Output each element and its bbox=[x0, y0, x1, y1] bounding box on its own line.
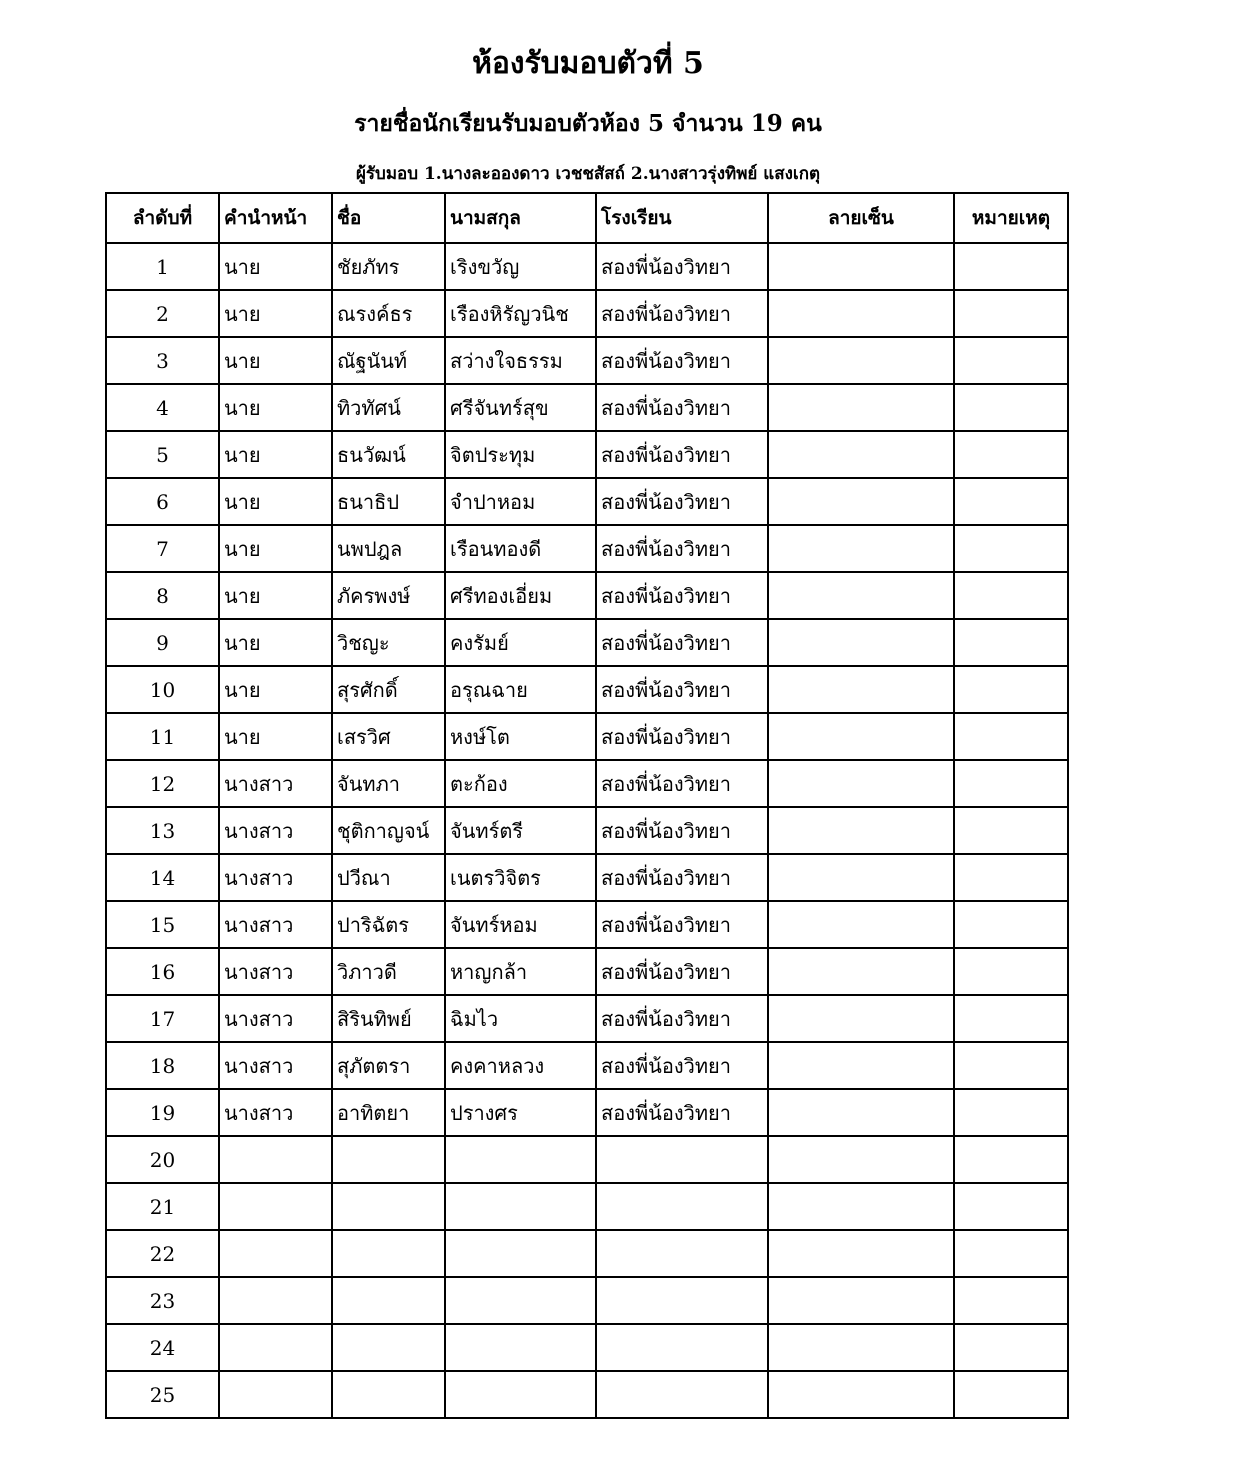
cell-order: 17 bbox=[106, 995, 219, 1042]
cell-first-name: ชุติกาญจน์ bbox=[332, 807, 445, 854]
table-row bbox=[106, 337, 1068, 384]
cell-note bbox=[954, 337, 1068, 384]
cell-school: สองพี่น้องวิทยา bbox=[596, 572, 768, 619]
cell-last-name bbox=[445, 1136, 596, 1183]
cell-school: สองพี่น้องวิทยา bbox=[596, 995, 768, 1042]
table-row bbox=[106, 1042, 1068, 1089]
cell-signature bbox=[768, 1136, 954, 1183]
cell-signature bbox=[768, 995, 954, 1042]
cell-note bbox=[954, 1371, 1068, 1418]
cell-signature bbox=[768, 1183, 954, 1230]
cell-last-name: เรืองหิรัญวนิช bbox=[445, 290, 596, 337]
page-subtitle: รายชื่อนักเรียนรับมอบตัวห้อง 5 จำนวน 19 คน bbox=[354, 110, 822, 137]
cell-school bbox=[596, 1324, 768, 1371]
table-row bbox=[106, 901, 1068, 948]
cell-note bbox=[954, 431, 1068, 478]
cell-prefix: นางสาว bbox=[219, 1042, 332, 1089]
cell-signature bbox=[768, 713, 954, 760]
cell-first-name bbox=[332, 1277, 445, 1324]
cell-signature bbox=[768, 1277, 954, 1324]
cell-last-name bbox=[445, 1277, 596, 1324]
cell-order: 21 bbox=[106, 1183, 219, 1230]
cell-school: สองพี่น้องวิทยา bbox=[596, 619, 768, 666]
cell-order: 16 bbox=[106, 948, 219, 995]
cell-first-name bbox=[332, 1371, 445, 1418]
cell-signature bbox=[768, 901, 954, 948]
cell-first-name: ณัฐนันท์ bbox=[332, 337, 445, 384]
cell-last-name: เนตรวิจิตร bbox=[445, 854, 596, 901]
cell-order: 1 bbox=[106, 243, 219, 290]
table-row bbox=[106, 713, 1068, 760]
header-order: ลำดับที่ bbox=[106, 193, 219, 243]
cell-school: สองพี่น้องวิทยา bbox=[596, 478, 768, 525]
cell-school: สองพี่น้องวิทยา bbox=[596, 243, 768, 290]
cell-last-name bbox=[445, 1324, 596, 1371]
cell-prefix: นางสาว bbox=[219, 948, 332, 995]
cell-order: 25 bbox=[106, 1371, 219, 1418]
cell-prefix: นาย bbox=[219, 478, 332, 525]
cell-school: สองพี่น้องวิทยา bbox=[596, 854, 768, 901]
cell-prefix: นาย bbox=[219, 384, 332, 431]
cell-signature bbox=[768, 1324, 954, 1371]
cell-note bbox=[954, 525, 1068, 572]
cell-signature bbox=[768, 478, 954, 525]
cell-last-name bbox=[445, 1230, 596, 1277]
student-roster-table bbox=[105, 192, 1069, 1419]
cell-school: สองพี่น้องวิทยา bbox=[596, 807, 768, 854]
cell-first-name bbox=[332, 1324, 445, 1371]
cell-note bbox=[954, 1277, 1068, 1324]
cell-prefix: นาย bbox=[219, 619, 332, 666]
cell-first-name: วิชญะ bbox=[332, 619, 445, 666]
page-title: ห้องรับมอบตัวที่ 5 bbox=[472, 46, 704, 81]
cell-last-name bbox=[445, 1371, 596, 1418]
cell-signature bbox=[768, 572, 954, 619]
roster-body bbox=[106, 243, 1068, 1418]
table-row bbox=[106, 384, 1068, 431]
cell-prefix: นางสาว bbox=[219, 1089, 332, 1136]
cell-school bbox=[596, 1371, 768, 1418]
cell-prefix: นางสาว bbox=[219, 807, 332, 854]
cell-order: 23 bbox=[106, 1277, 219, 1324]
cell-order: 19 bbox=[106, 1089, 219, 1136]
header-signature: ลายเซ็น bbox=[768, 193, 954, 243]
table-row bbox=[106, 807, 1068, 854]
cell-prefix: นางสาว bbox=[219, 854, 332, 901]
cell-note bbox=[954, 1183, 1068, 1230]
cell-first-name bbox=[332, 1230, 445, 1277]
cell-last-name: หาญกล้า bbox=[445, 948, 596, 995]
table-row bbox=[106, 666, 1068, 713]
cell-order: 4 bbox=[106, 384, 219, 431]
cell-order: 14 bbox=[106, 854, 219, 901]
cell-last-name: ฉิมไว bbox=[445, 995, 596, 1042]
cell-school bbox=[596, 1183, 768, 1230]
cell-order: 5 bbox=[106, 431, 219, 478]
cell-note bbox=[954, 666, 1068, 713]
table-row bbox=[106, 431, 1068, 478]
cell-school bbox=[596, 1230, 768, 1277]
cell-first-name: เสรวิศ bbox=[332, 713, 445, 760]
cell-note bbox=[954, 901, 1068, 948]
cell-signature bbox=[768, 1230, 954, 1277]
header-note: หมายเหตุ bbox=[954, 193, 1068, 243]
cell-order: 10 bbox=[106, 666, 219, 713]
header-school: โรงเรียน bbox=[596, 193, 768, 243]
cell-school: สองพี่น้องวิทยา bbox=[596, 431, 768, 478]
cell-note bbox=[954, 619, 1068, 666]
cell-school bbox=[596, 1136, 768, 1183]
cell-last-name: ศรีจันทร์สุข bbox=[445, 384, 596, 431]
cell-note bbox=[954, 290, 1068, 337]
cell-school bbox=[596, 1277, 768, 1324]
cell-last-name: คงคาหลวง bbox=[445, 1042, 596, 1089]
cell-signature bbox=[768, 666, 954, 713]
cell-school: สองพี่น้องวิทยา bbox=[596, 666, 768, 713]
cell-prefix bbox=[219, 1324, 332, 1371]
cell-prefix: นาย bbox=[219, 431, 332, 478]
cell-last-name: หงษ์โต bbox=[445, 713, 596, 760]
cell-prefix: นาย bbox=[219, 243, 332, 290]
cell-note bbox=[954, 1042, 1068, 1089]
cell-signature bbox=[768, 1089, 954, 1136]
cell-order: 9 bbox=[106, 619, 219, 666]
cell-note bbox=[954, 572, 1068, 619]
cell-signature bbox=[768, 948, 954, 995]
cell-order: 7 bbox=[106, 525, 219, 572]
cell-order: 18 bbox=[106, 1042, 219, 1089]
cell-first-name: ปาริฉัตร bbox=[332, 901, 445, 948]
cell-note bbox=[954, 1089, 1068, 1136]
cell-order: 6 bbox=[106, 478, 219, 525]
cell-last-name: จันทร์หอม bbox=[445, 901, 596, 948]
table-row bbox=[106, 619, 1068, 666]
cell-prefix: นางสาว bbox=[219, 901, 332, 948]
table-row bbox=[106, 1230, 1068, 1277]
cell-prefix: นาย bbox=[219, 713, 332, 760]
cell-signature bbox=[768, 619, 954, 666]
cell-last-name: จำปาหอม bbox=[445, 478, 596, 525]
cell-prefix: นาย bbox=[219, 290, 332, 337]
table-row bbox=[106, 948, 1068, 995]
cell-note bbox=[954, 995, 1068, 1042]
cell-last-name: จิตประทุม bbox=[445, 431, 596, 478]
cell-signature bbox=[768, 290, 954, 337]
cell-note bbox=[954, 1324, 1068, 1371]
table-row bbox=[106, 1277, 1068, 1324]
table-row bbox=[106, 290, 1068, 337]
cell-first-name: วิภาวดี bbox=[332, 948, 445, 995]
table-row bbox=[106, 243, 1068, 290]
cell-order: 8 bbox=[106, 572, 219, 619]
cell-order: 2 bbox=[106, 290, 219, 337]
cell-prefix: นาย bbox=[219, 525, 332, 572]
cell-first-name: สิรินทิพย์ bbox=[332, 995, 445, 1042]
cell-prefix: นาย bbox=[219, 337, 332, 384]
cell-note bbox=[954, 807, 1068, 854]
cell-first-name: ทิวทัศน์ bbox=[332, 384, 445, 431]
cell-last-name: ปรางศร bbox=[445, 1089, 596, 1136]
cell-school: สองพี่น้องวิทยา bbox=[596, 760, 768, 807]
cell-school: สองพี่น้องวิทยา bbox=[596, 1089, 768, 1136]
cell-note bbox=[954, 243, 1068, 290]
cell-first-name: ชัยภัทร bbox=[332, 243, 445, 290]
cell-school: สองพี่น้องวิทยา bbox=[596, 713, 768, 760]
cell-order: 3 bbox=[106, 337, 219, 384]
cell-order: 13 bbox=[106, 807, 219, 854]
cell-signature bbox=[768, 1371, 954, 1418]
cell-signature bbox=[768, 384, 954, 431]
cell-signature bbox=[768, 1042, 954, 1089]
cell-signature bbox=[768, 431, 954, 478]
cell-last-name: ตะก้อง bbox=[445, 760, 596, 807]
cell-first-name bbox=[332, 1183, 445, 1230]
cell-prefix bbox=[219, 1136, 332, 1183]
table-row bbox=[106, 854, 1068, 901]
cell-first-name bbox=[332, 1136, 445, 1183]
table-row bbox=[106, 995, 1068, 1042]
cell-order: 12 bbox=[106, 760, 219, 807]
table-row bbox=[106, 1136, 1068, 1183]
cell-note bbox=[954, 760, 1068, 807]
cell-last-name bbox=[445, 1183, 596, 1230]
cell-first-name: สุรศักดิ์ bbox=[332, 666, 445, 713]
cell-note bbox=[954, 478, 1068, 525]
cell-last-name: จันทร์ตรี bbox=[445, 807, 596, 854]
cell-order: 11 bbox=[106, 713, 219, 760]
cell-prefix: นาย bbox=[219, 572, 332, 619]
cell-signature bbox=[768, 337, 954, 384]
cell-last-name: เริงขวัญ bbox=[445, 243, 596, 290]
cell-school: สองพี่น้องวิทยา bbox=[596, 337, 768, 384]
table-row bbox=[106, 1089, 1068, 1136]
cell-first-name: ภัครพงษ์ bbox=[332, 572, 445, 619]
cell-school: สองพี่น้องวิทยา bbox=[596, 1042, 768, 1089]
cell-note bbox=[954, 1230, 1068, 1277]
cell-signature bbox=[768, 854, 954, 901]
cell-first-name: ณรงค์ธร bbox=[332, 290, 445, 337]
cell-signature bbox=[768, 807, 954, 854]
cell-last-name: ศรีทองเอี่ยม bbox=[445, 572, 596, 619]
cell-school: สองพี่น้องวิทยา bbox=[596, 948, 768, 995]
cell-last-name: สว่างใจธรรม bbox=[445, 337, 596, 384]
receivers-line: ผู้รับมอบ 1.นางละอองดาว เวชชสัสถ์ 2.นางสาวรุ่งทิพย์ แสงเกตุ bbox=[355, 164, 821, 184]
cell-signature bbox=[768, 760, 954, 807]
cell-prefix: นาย bbox=[219, 666, 332, 713]
table-row bbox=[106, 1371, 1068, 1418]
header-first-name: ชื่อ bbox=[332, 193, 445, 243]
cell-last-name: เรือนทองดี bbox=[445, 525, 596, 572]
cell-prefix bbox=[219, 1230, 332, 1277]
cell-school: สองพี่น้องวิทยา bbox=[596, 901, 768, 948]
cell-signature bbox=[768, 525, 954, 572]
cell-note bbox=[954, 854, 1068, 901]
header-prefix: คำนำหน้า bbox=[219, 193, 332, 243]
table-row bbox=[106, 572, 1068, 619]
cell-prefix: นางสาว bbox=[219, 995, 332, 1042]
cell-school: สองพี่น้องวิทยา bbox=[596, 384, 768, 431]
cell-first-name: สุภัตตรา bbox=[332, 1042, 445, 1089]
table-row bbox=[106, 1324, 1068, 1371]
cell-last-name: อรุณฉาย bbox=[445, 666, 596, 713]
cell-order: 15 bbox=[106, 901, 219, 948]
cell-order: 20 bbox=[106, 1136, 219, 1183]
cell-first-name: ธนวัฒน์ bbox=[332, 431, 445, 478]
cell-last-name: คงรัมย์ bbox=[445, 619, 596, 666]
cell-first-name: อาทิตยา bbox=[332, 1089, 445, 1136]
header-last-name: นามสกุล bbox=[445, 193, 596, 243]
cell-first-name: ธนาธิป bbox=[332, 478, 445, 525]
cell-prefix bbox=[219, 1371, 332, 1418]
cell-school: สองพี่น้องวิทยา bbox=[596, 525, 768, 572]
cell-first-name: นพปฎล bbox=[332, 525, 445, 572]
cell-prefix bbox=[219, 1183, 332, 1230]
cell-signature bbox=[768, 243, 954, 290]
cell-note bbox=[954, 384, 1068, 431]
cell-prefix bbox=[219, 1277, 332, 1324]
cell-school: สองพี่น้องวิทยา bbox=[596, 290, 768, 337]
cell-first-name: จันทภา bbox=[332, 760, 445, 807]
table-row bbox=[106, 760, 1068, 807]
header-row bbox=[106, 193, 1068, 243]
cell-note bbox=[954, 713, 1068, 760]
table-row bbox=[106, 478, 1068, 525]
cell-first-name: ปวีณา bbox=[332, 854, 445, 901]
cell-note bbox=[954, 948, 1068, 995]
cell-note bbox=[954, 1136, 1068, 1183]
table-row bbox=[106, 1183, 1068, 1230]
cell-order: 24 bbox=[106, 1324, 219, 1371]
cell-prefix: นางสาว bbox=[219, 760, 332, 807]
cell-order: 22 bbox=[106, 1230, 219, 1277]
table-row bbox=[106, 525, 1068, 572]
